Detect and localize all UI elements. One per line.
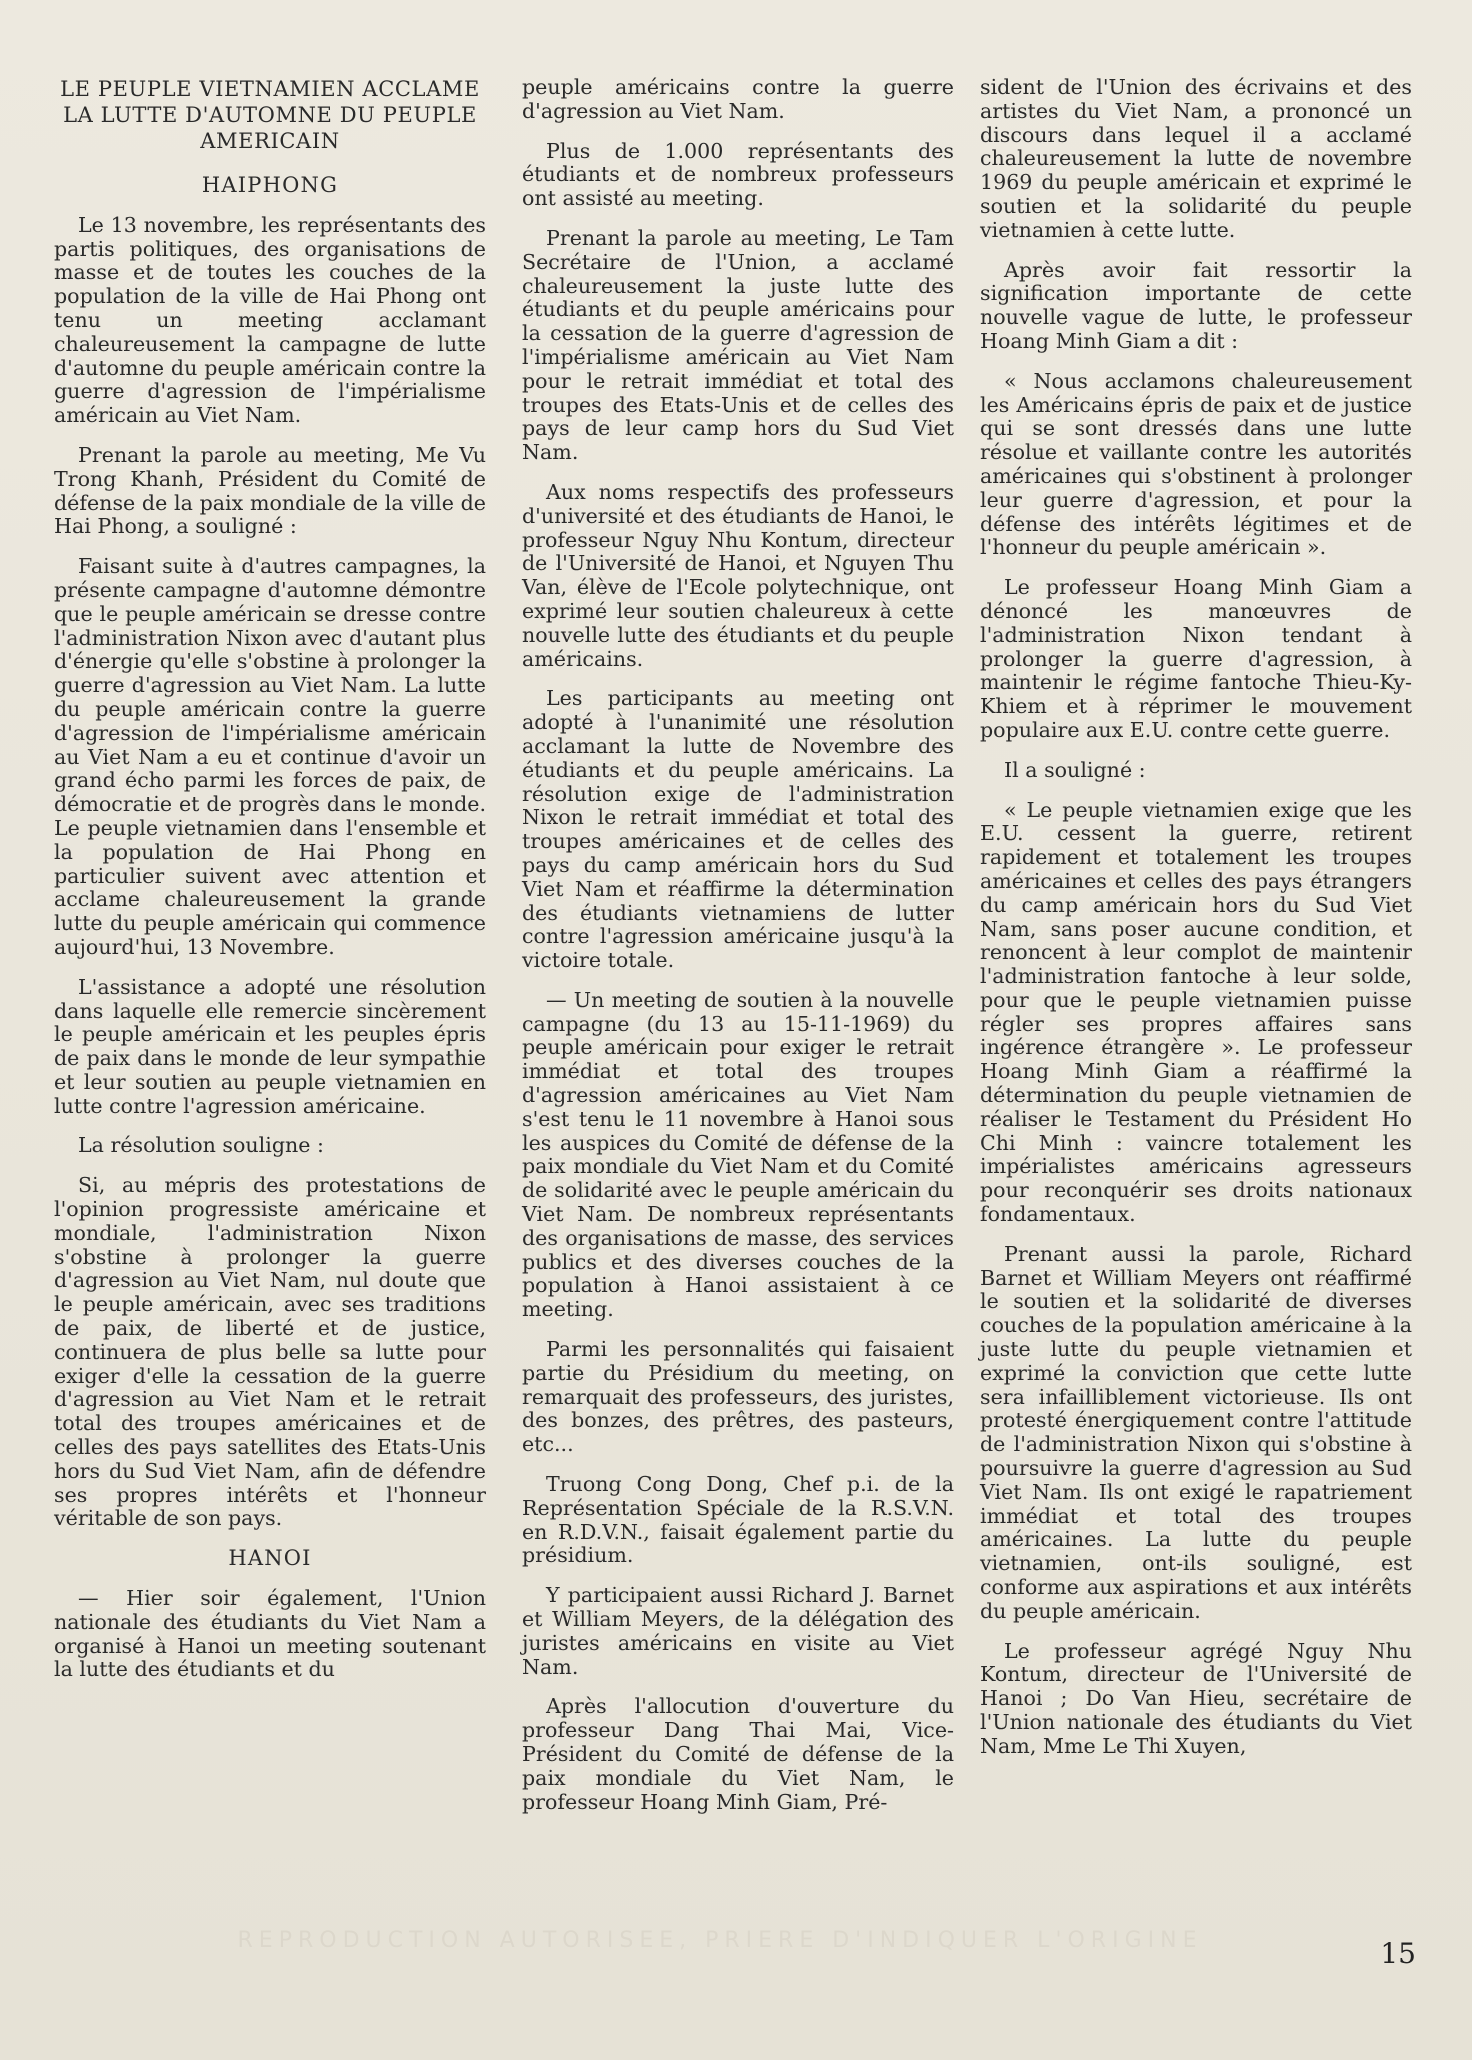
paragraph: « Le peuple vietnamien exige que les E.U. cessent la guerre, retirent rapidement et totalement les troupes américaines et celles des pays étrangers du camp américain hors du Sud Viet Nam, sans poser aucune condition, et renoncent à leur complot de maintenir l'administration fantoche à leur solde, pour que le peuple vietnamien puisse régler ses propres affaires sans ingérence étrangère ». Le professeur Hoang Minh Giam a réaffirmé la détermination du peuple vietnamien de réaliser le Testament du Président Ho Chi Minh : vaincre totalement les impérialistes américains agresseurs pour reconquérir ses droits nationaux fondamentaux. (980, 797, 1412, 1227)
paragraph: Les participants au meeting ont adopté à l'unanimité une résolution acclamant la lutte de Novembre des étudiants et du peuple américains. La résolution exige de l'administration Nixon le retrait immédiat et total des troupes américaines et de celles des pays du camp américain hors du Sud Viet Nam et réaffirme la détermination des étudiants vietnamiens de lutter contre l'agression américaine jusqu'à la victoire totale. (522, 686, 954, 973)
paragraph: Si, au mépris des protestations de l'opinion progressiste américaine et mondiale, l'administration Nixon s'obstine à prolonger la guerre d'agression au Viet Nam, nul doute que le peuple américain, avec ses traditions de paix, de liberté et de justice, continuera de plus belle sa lutte pour exiger d'elle la cessation de la guerre d'agression au Viet Nam et le retrait total des troupes américaines et de celles des pays satellites des Etats-Unis hors du Sud Viet Nam, afin de défendre ses propres intérêts et l'honneur véritable de son pays. (54, 1173, 486, 1531)
column-3 (980, 76, 1412, 1775)
paragraph: peuple américains contre la guerre d'agression au Viet Nam. (522, 75, 954, 123)
paragraph: Truong Cong Dong, Chef p.i. de la Représentation Spéciale de la R.S.V.N. en R.D.V.N., faisait également partie du présidium. (522, 1472, 954, 1568)
paragraph: Il a souligné : (1004, 757, 1146, 782)
paragraph: Le professeur Hoang Minh Giam a dénoncé les manœuvres de l'administration Nixon tendant à prolonger la guerre d'agression, à maintenir le régime fantoche Thieu-Ky-Khiem et à réprimer le mouvement populaire aux E.U. contre cette guerre. (980, 575, 1412, 742)
reproduction-notice: REPRODUCTION AUTORISEE, PRIERE D'INDIQUER L'ORIGINE (237, 1928, 1203, 1953)
paragraph: « Nous acclamons chaleureusement les Américains épris de paix et de justice qui se sont dressés dans une lutte résolue et vaillante contre les autorités américaines qui s'obstinent à prolonger leur guerre d'agression, et pour la défense des intérêts légitimes et de l'honneur du peuple américain ». (980, 368, 1412, 560)
paragraph: Après l'allocution d'ouverture du professeur Dang Thai Mai, Vice-Président du Comité de défense de la paix mondiale du Viet Nam, le professeur Hoang Minh Giam, Pré- (522, 1694, 954, 1814)
paragraph: Prenant aussi la parole, Richard Barnet et William Meyers ont réaffirmé le soutien et la solidarité de diverses couches de la population américaine à la juste lutte du peuple vietnamien et exprimé la conviction que cette lutte sera infailliblement victorieuse. Ils ont protesté énergiquement contre l'attitude de l'administration Nixon qui s'obstine à poursuivre la guerre d'agression au Sud Viet Nam. Ils ont exigé le rapatriement immédiat et total des troupes américaines. La lutte du peuple vietnamien, ont-ils souligné, est conforme aux aspirations et aux intérêts du peuple américain. (980, 1241, 1412, 1623)
paragraph: sident de l'Union des écrivains et des artistes du Viet Nam, a prononcé un discours dans lequel il a acclamé chaleureusement la lutte de novembre 1969 du peuple américain et exprimé le soutien et la solidarité du peuple vietnamien à cette lutte. (980, 75, 1412, 242)
page-number: 15 (1380, 1937, 1416, 1970)
paragraph: Faisant suite à d'autres campagnes, la présente campagne d'automne démontre que le peuple américain se dresse contre l'administration Nixon avec d'autant plus d'énergie qu'elle s'obstine à prolonger la guerre d'agression au Viet Nam. La lutte du peuple américain contre la guerre d'agression de l'impérialisme américain au Viet Nam a eu et continue d'avoir un grand écho parmi les forces de paix, de démocratie et de progrès dans le monde. Le peuple vietnamien dans l'ensemble et la population de Hai Phong en particulier suivent avec attention et acclame chaleureusement la grande lutte du peuple américain qui commence aujourd'hui, 13 Novembre. (54, 554, 486, 959)
paragraph: Le 13 novembre, les représentants des partis politiques, des organisations de masse et de toutes les couches de la population de la ville de Hai Phong ont tenu un meeting acclamant chaleureusement la campagne de lutte d'automne du peuple américain contre la guerre d'agression de l'impérialisme américain au Viet Nam. (54, 212, 486, 428)
paragraph: Y participaient aussi Richard J. Barnet et William Meyers, de la délégation des juristes américains en visite au Viet Nam. (522, 1583, 954, 1679)
paragraph: — Hier soir également, l'Union nationale des étudiants du Viet Nam a organisé à Hanoi un meeting soutenant la lutte des étudiants et du (54, 1586, 486, 1682)
paragraph: Plus de 1.000 représentants des étudiants et de nombreux professeurs ont assisté au meeting. (522, 138, 954, 211)
paragraph: Aux noms respectifs des professeurs d'université et des étudiants de Hanoi, le professeur Nguy Nhu Kontum, directeur de l'Université de Hanoi, et Nguyen Thu Van, élève de l'Ecole polytechnique, ont exprimé leur soutien chaleureux à cette nouvelle lutte des étudiants et du peuple américains. (522, 479, 954, 671)
paragraph: La résolution souligne : (78, 1133, 324, 1158)
paragraph: Prenant la parole au meeting, Me Vu Trong Khanh, Président du Comité de défense de la paix mondiale de la ville de Hai Phong, a souligné : (54, 442, 486, 539)
section-heading-haiphong: HAIPHONG (201, 173, 339, 197)
column-2 (522, 76, 954, 1830)
paragraph: — Un meeting de soutien à la nouvelle campagne (du 13 au 15-11-1969) du peuple américain pour exiger le retrait immédiat et total des troupes d'agression américaines au Viet Nam s'est tenu le 11 novembre à Hanoi sous les auspices du Comité de défense de la paix mondiale du Viet Nam et du Comité de solidarité avec le peuple américain du Viet Nam. De nombreux représentants des organisations de masse, des services publics et des diverses couches de la population à Hanoi assistaient à ce meeting. (522, 987, 954, 1322)
paragraph: Parmi les personnalités qui faisaient partie du Présidium du meeting, on remarquait des professeurs, des juristes, des bonzes, des prêtres, des pasteurs, etc... (522, 1337, 954, 1457)
paragraph: Le professeur agrégé Nguy Nhu Kontum, directeur de l'Université de Hanoi ; Do Van Hieu, secrétaire de l'Union nationale des étudiants du Viet Nam, Mme Le Thi Xuyen, (980, 1638, 1412, 1758)
paragraph: L'assistance a adopté une résolution dans laquelle elle remercie sincèrement le peuple américain et les peuples épris de paix dans le monde de leur sympathie et leur soutien au peuple vietnamien en lutte contre l'agression américaine. (54, 974, 486, 1118)
column-1 (54, 76, 486, 1698)
section-heading-hanoi: HANOI (228, 1546, 312, 1571)
paragraph: Après avoir fait ressortir la signification importante de cette nouvelle vague de lutte, le professeur Hoang Minh Giam a dit : (980, 257, 1412, 353)
paragraph: Prenant la parole au meeting, Le Tam Secrétaire de l'Union, a acclamé chaleureusement la juste lutte des étudiants et du peuple américains pour la cessation de la guerre d'agression de l'impérialisme américain au Viet Nam pour le retrait immédiat et total des troupes des Etats-Unis et de celles des pays de leur camp hors du Sud Viet Nam. (522, 225, 954, 465)
article-headline: LE PEUPLE VIETNAMIEN ACCLAME LA LUTTE D'AUTOMNE DU PEUPLE AMERICAIN (60, 77, 480, 153)
